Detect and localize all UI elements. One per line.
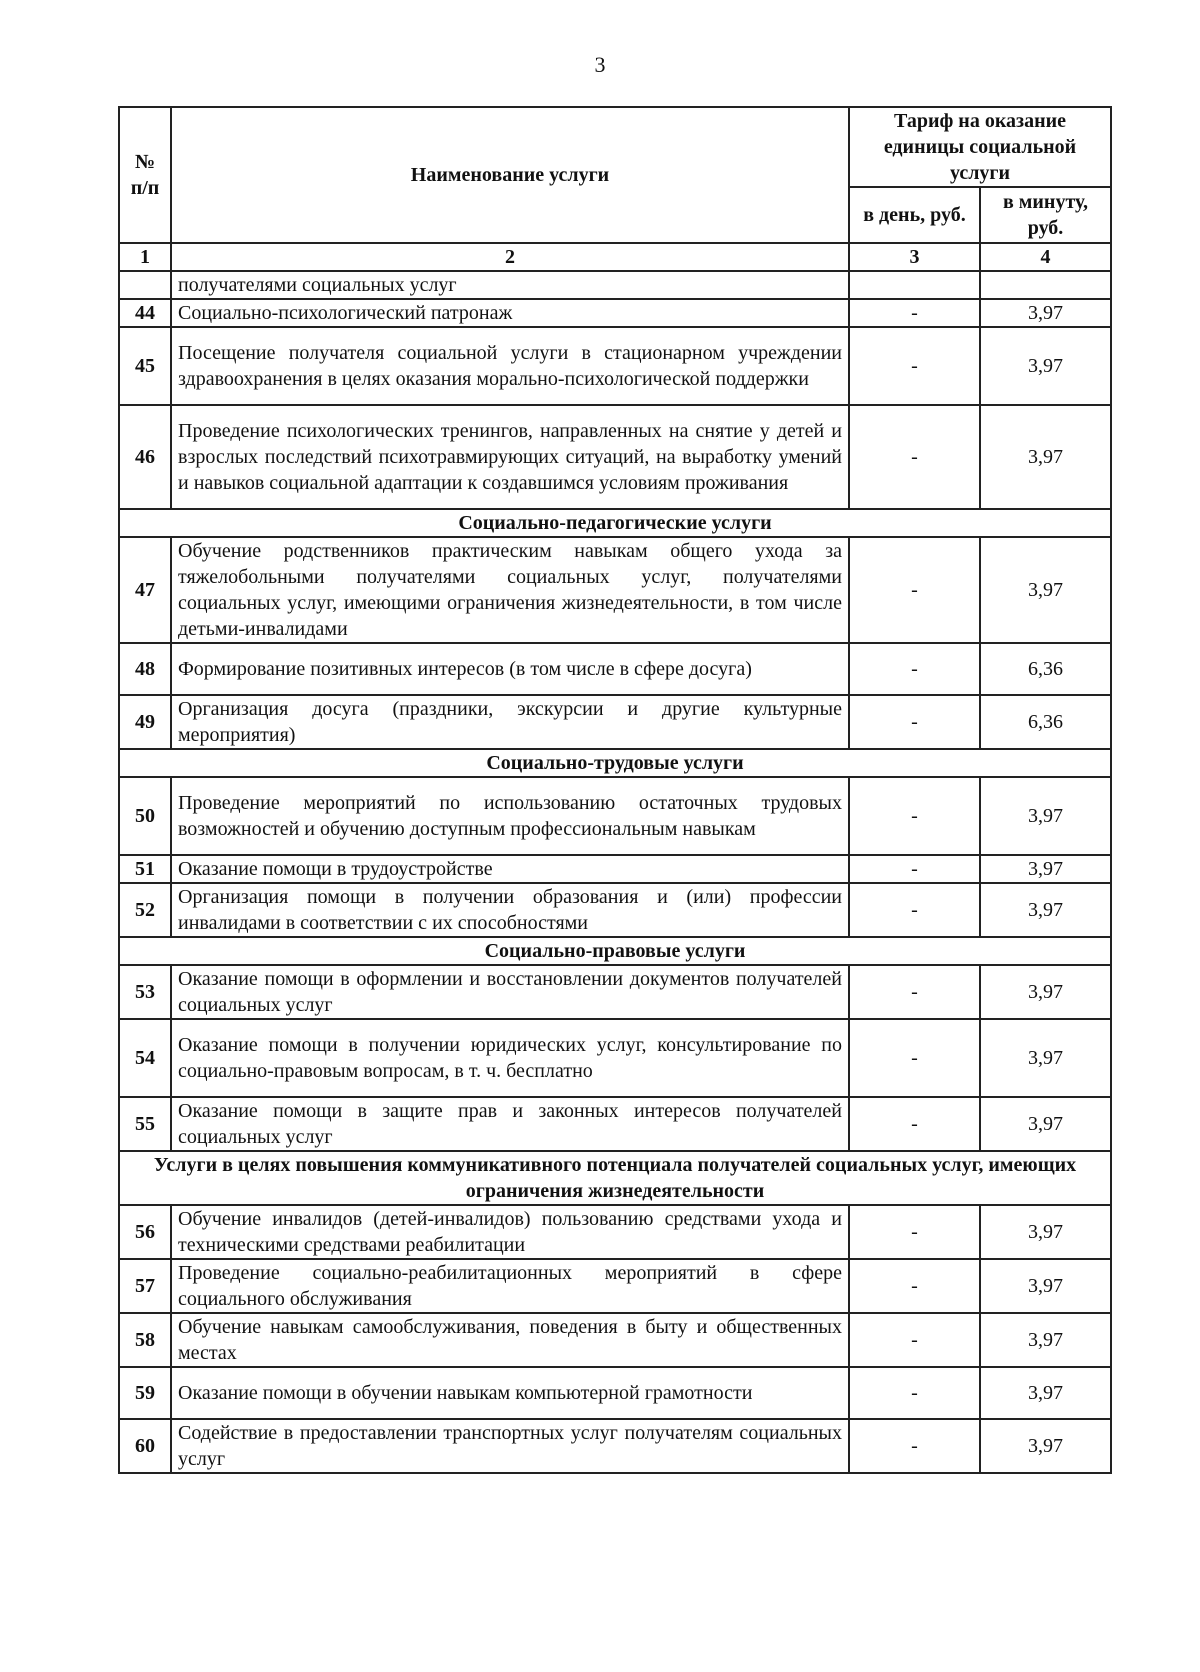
- table-row: [119, 327, 1111, 405]
- table-row: [119, 1419, 1111, 1473]
- tariff-per-minute: 3,97: [980, 883, 1111, 937]
- row-number: 50: [119, 777, 171, 855]
- table-row: [119, 695, 1111, 749]
- tariff-per-minute: 3,97: [980, 1097, 1111, 1151]
- tariff-per-day: -: [849, 1097, 980, 1151]
- service-name: Обучение навыкам самообслуживания, поведения в быту и общественных местах: [171, 1313, 849, 1367]
- tariff-per-day: -: [849, 883, 980, 937]
- column-number: 3: [849, 243, 980, 271]
- column-number: 1: [119, 243, 171, 271]
- service-name: Оказание помощи в обучении навыкам компьютерной грамотности: [171, 1367, 849, 1419]
- row-number: 60: [119, 1419, 171, 1473]
- service-name: Оказание помощи в оформлении и восстановлении документов получателей социальных услуг: [171, 965, 849, 1019]
- header-tariff: Тариф на оказание единицы социальной услуги: [849, 107, 1111, 187]
- section-title: Социально-правовые услуги: [119, 937, 1111, 965]
- tariff-per-minute: 3,97: [980, 1419, 1111, 1473]
- section-heading: [119, 937, 1111, 965]
- tariff-per-day: -: [849, 855, 980, 883]
- table-row: [119, 1019, 1111, 1097]
- tariff-table: [118, 106, 1112, 1474]
- page-number: 3: [594, 52, 606, 77]
- section-title: Услуги в целях повышения коммуникативного потенциала получателей социальных услуг, имеющих ограничения жизнедеятельности: [119, 1151, 1111, 1205]
- tariff-per-minute: 3,97: [980, 1259, 1111, 1313]
- row-number: 45: [119, 327, 171, 405]
- row-number: 49: [119, 695, 171, 749]
- row-number: 52: [119, 883, 171, 937]
- tariff-per-minute: 3,97: [980, 299, 1111, 327]
- header-name: Наименование услуги: [171, 107, 849, 243]
- service-name: Обучение родственников практическим навыкам общего ухода за тяжелобольными получателями социальных услуг, получателями социальных услуг, имеющими ограничения жизнедеятельности, в том числе детьми-инвалидами: [171, 537, 849, 643]
- row-number: [119, 271, 171, 299]
- table-row: [119, 299, 1111, 327]
- table-row: [119, 1367, 1111, 1419]
- tariff-per-day: -: [849, 643, 980, 695]
- tariff-per-day: -: [849, 777, 980, 855]
- tariff-per-day: -: [849, 1313, 980, 1367]
- table-row: [119, 643, 1111, 695]
- tariff-per-day: -: [849, 1205, 980, 1259]
- tariff-per-day: -: [849, 405, 980, 509]
- tariff-per-minute: 6,36: [980, 643, 1111, 695]
- tariff-per-day: [849, 271, 980, 299]
- service-name: получателями социальных услуг: [171, 271, 849, 299]
- tariff-per-day: -: [849, 1419, 980, 1473]
- service-name: Посещение получателя социальной услуги в стационарном учреждении здравоохранения в целях оказания морально-психологической поддержки: [171, 327, 849, 405]
- table-row: [119, 405, 1111, 509]
- table-row: [119, 1097, 1111, 1151]
- row-number: 58: [119, 1313, 171, 1367]
- row-number: 57: [119, 1259, 171, 1313]
- table-row: [119, 1259, 1111, 1313]
- table-row: [119, 271, 1111, 299]
- section-title: Социально-педагогические услуги: [119, 509, 1111, 537]
- tariff-per-day: -: [849, 537, 980, 643]
- tariff-per-minute: 3,97: [980, 405, 1111, 509]
- service-name: Проведение психологических тренингов, направленных на снятие у детей и взрослых последствий психотравмирующих ситуаций, на выработку умений и навыков социальной адаптации к создавшимся условиям проживания: [171, 405, 849, 509]
- row-number: 46: [119, 405, 171, 509]
- row-number: 56: [119, 1205, 171, 1259]
- row-number: 48: [119, 643, 171, 695]
- tariff-per-minute: 3,97: [980, 777, 1111, 855]
- header-per-day: в день, руб.: [849, 187, 980, 243]
- tariff-per-minute: 3,97: [980, 965, 1111, 1019]
- tariff-per-minute: 3,97: [980, 1367, 1111, 1419]
- service-name: Обучение инвалидов (детей-инвалидов) пользованию средствами ухода и техническими средствами реабилитации: [171, 1205, 849, 1259]
- table-row: [119, 1205, 1111, 1259]
- tariff-per-minute: 3,97: [980, 1205, 1111, 1259]
- table-row: [119, 777, 1111, 855]
- row-number: 44: [119, 299, 171, 327]
- service-name: Проведение мероприятий по использованию остаточных трудовых возможностей и обучению доступным профессиональным навыкам: [171, 777, 849, 855]
- table-row: [119, 965, 1111, 1019]
- tariff-per-day: -: [849, 327, 980, 405]
- tariff-per-minute: 3,97: [980, 1019, 1111, 1097]
- table-row: [119, 537, 1111, 643]
- section-heading: [119, 749, 1111, 777]
- service-name: Организация помощи в получении образования и (или) профессии инвалидами в соответствии с их способностями: [171, 883, 849, 937]
- tariff-per-day: -: [849, 299, 980, 327]
- service-name: Социально-психологический патронаж: [171, 299, 849, 327]
- tariff-per-minute: 3,97: [980, 1313, 1111, 1367]
- service-name: Оказание помощи в получении юридических услуг, консультирование по социально-правовым вопросам, в т. ч. бесплатно: [171, 1019, 849, 1097]
- tariff-per-minute: [980, 271, 1111, 299]
- tariff-per-day: -: [849, 1019, 980, 1097]
- row-number: 59: [119, 1367, 171, 1419]
- tariff-per-minute: 6,36: [980, 695, 1111, 749]
- row-number: 54: [119, 1019, 171, 1097]
- header-num: № п/п: [119, 107, 171, 243]
- tariff-per-minute: 3,97: [980, 537, 1111, 643]
- service-name: Организация досуга (праздники, экскурсии и другие культурные мероприятия): [171, 695, 849, 749]
- row-number: 55: [119, 1097, 171, 1151]
- service-name: Оказание помощи в защите прав и законных интересов получателей социальных услуг: [171, 1097, 849, 1151]
- row-number: 47: [119, 537, 171, 643]
- section-title: Социально-трудовые услуги: [119, 749, 1111, 777]
- section-heading: [119, 509, 1111, 537]
- tariff-per-minute: 3,97: [980, 327, 1111, 405]
- tariff-per-minute: 3,97: [980, 855, 1111, 883]
- tariff-per-day: -: [849, 695, 980, 749]
- row-number: 53: [119, 965, 171, 1019]
- table-row: [119, 855, 1111, 883]
- column-number: 4: [980, 243, 1111, 271]
- header-per-minute: в минуту, руб.: [980, 187, 1111, 243]
- service-name: Формирование позитивных интересов (в том числе в сфере досуга): [171, 643, 849, 695]
- table-row: [119, 1313, 1111, 1367]
- section-heading: [119, 1151, 1111, 1205]
- service-name: Оказание помощи в трудоустройстве: [171, 855, 849, 883]
- tariff-per-day: -: [849, 1367, 980, 1419]
- service-name: Проведение социально-реабилитационных мероприятий в сфере социального обслуживания: [171, 1259, 849, 1313]
- column-number: 2: [171, 243, 849, 271]
- row-number: 51: [119, 855, 171, 883]
- tariff-per-day: -: [849, 1259, 980, 1313]
- service-name: Содействие в предоставлении транспортных услуг получателям социальных услуг: [171, 1419, 849, 1473]
- table-row: [119, 883, 1111, 937]
- tariff-per-day: -: [849, 965, 980, 1019]
